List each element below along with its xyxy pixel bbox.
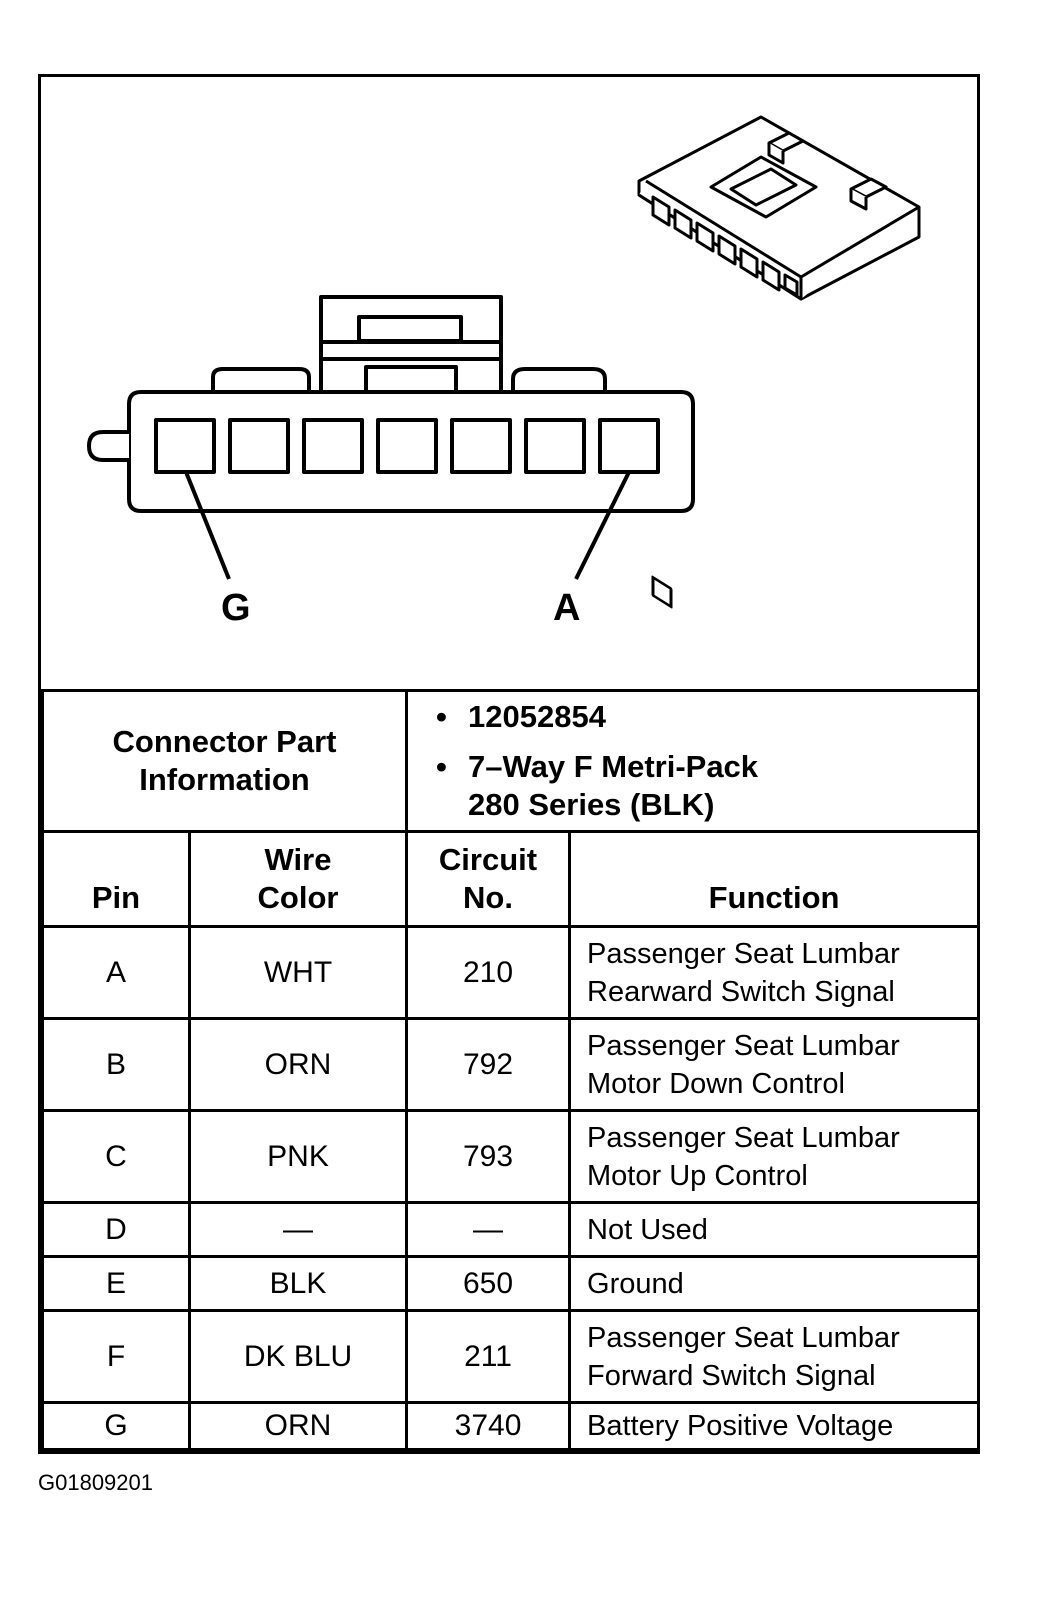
description-line1: 7–Way F Metri-Pack <box>468 749 759 784</box>
function-cell: Battery Positive Voltage <box>570 1403 979 1450</box>
pin-cell: E <box>43 1257 190 1311</box>
pin-cell: G <box>43 1403 190 1450</box>
part-number: 12052854 <box>468 699 606 734</box>
circuit-cell: 792 <box>407 1019 570 1111</box>
table-row <box>43 1203 979 1257</box>
diagram-frame <box>38 74 980 1454</box>
cavity-b <box>526 420 584 472</box>
function-cell: Passenger Seat Lumbar Motor Up Control <box>570 1111 979 1203</box>
table-row <box>43 927 979 1019</box>
header-function: Function <box>570 832 979 927</box>
header-row <box>43 832 979 927</box>
wire-cell: ORN <box>190 1403 407 1450</box>
isometric-connector <box>639 117 919 607</box>
circuit-cell: 3740 <box>407 1403 570 1450</box>
wire-cell: WHT <box>190 927 407 1019</box>
table-row <box>43 1311 979 1403</box>
cavity-d <box>378 420 436 472</box>
circuit-cell: — <box>407 1203 570 1257</box>
pin-cell: F <box>43 1311 190 1403</box>
table-row <box>43 1111 979 1203</box>
connector-info-title <box>43 691 407 832</box>
header-wire-color: Wire Color <box>190 832 407 927</box>
connector-illustration <box>41 77 977 689</box>
description-line2: 280 Series (BLK) <box>468 787 715 822</box>
right-ear <box>513 369 605 392</box>
figure-id: G01809201 <box>38 1470 153 1495</box>
description-item-2 <box>468 786 977 824</box>
wire-cell: ORN <box>190 1019 407 1111</box>
pin-label-a: A <box>553 587 581 629</box>
circuit-cell: 650 <box>407 1257 570 1311</box>
description-item: • 7–Way F Metri-Pack <box>436 749 759 784</box>
function-cell: Ground <box>570 1257 979 1311</box>
wire-cell: — <box>190 1203 407 1257</box>
cavity-a <box>600 420 658 472</box>
circuit-cell: 210 <box>407 927 570 1019</box>
circuit-cell: 793 <box>407 1111 570 1203</box>
function-cell: Passenger Seat Lumbar Forward Switch Signal <box>570 1311 979 1403</box>
wire-cell: BLK <box>190 1257 407 1311</box>
connector-info-details <box>407 691 979 832</box>
pin-cell: D <box>43 1203 190 1257</box>
wire-cell: PNK <box>190 1111 407 1203</box>
function-cell: Not Used <box>570 1203 979 1257</box>
connector-info-title-line1: Connector Part <box>112 724 337 759</box>
latch-slot <box>359 317 461 341</box>
function-cell: Passenger Seat Lumbar Motor Down Control <box>570 1019 979 1111</box>
wire-cell: DK BLU <box>190 1311 407 1403</box>
function-cell: Passenger Seat Lumbar Rearward Switch Signal <box>570 927 979 1019</box>
pinout-table <box>41 689 980 1451</box>
pin-cell: A <box>43 927 190 1019</box>
left-ear <box>213 369 309 392</box>
part-number-item: • 12052854 <box>436 699 606 734</box>
left-tab <box>89 432 129 460</box>
table-row <box>43 1257 979 1311</box>
connector-info-title-line2: Information <box>139 762 310 797</box>
pin-cell: C <box>43 1111 190 1203</box>
connector-drawing <box>41 77 977 689</box>
cavity-c <box>452 420 510 472</box>
cavity-e <box>304 420 362 472</box>
latch-tab <box>366 367 456 392</box>
cavity-f <box>230 420 288 472</box>
pin-cell: B <box>43 1019 190 1111</box>
table-row <box>43 1403 979 1450</box>
header-circuit: Circuit No. <box>407 832 570 927</box>
header-pin: Pin <box>43 832 190 927</box>
pin-label-g: G <box>221 587 251 629</box>
table-row <box>43 1019 979 1111</box>
circuit-cell: 211 <box>407 1311 570 1403</box>
cavity-g <box>156 420 214 472</box>
connector-info-row <box>43 691 979 832</box>
